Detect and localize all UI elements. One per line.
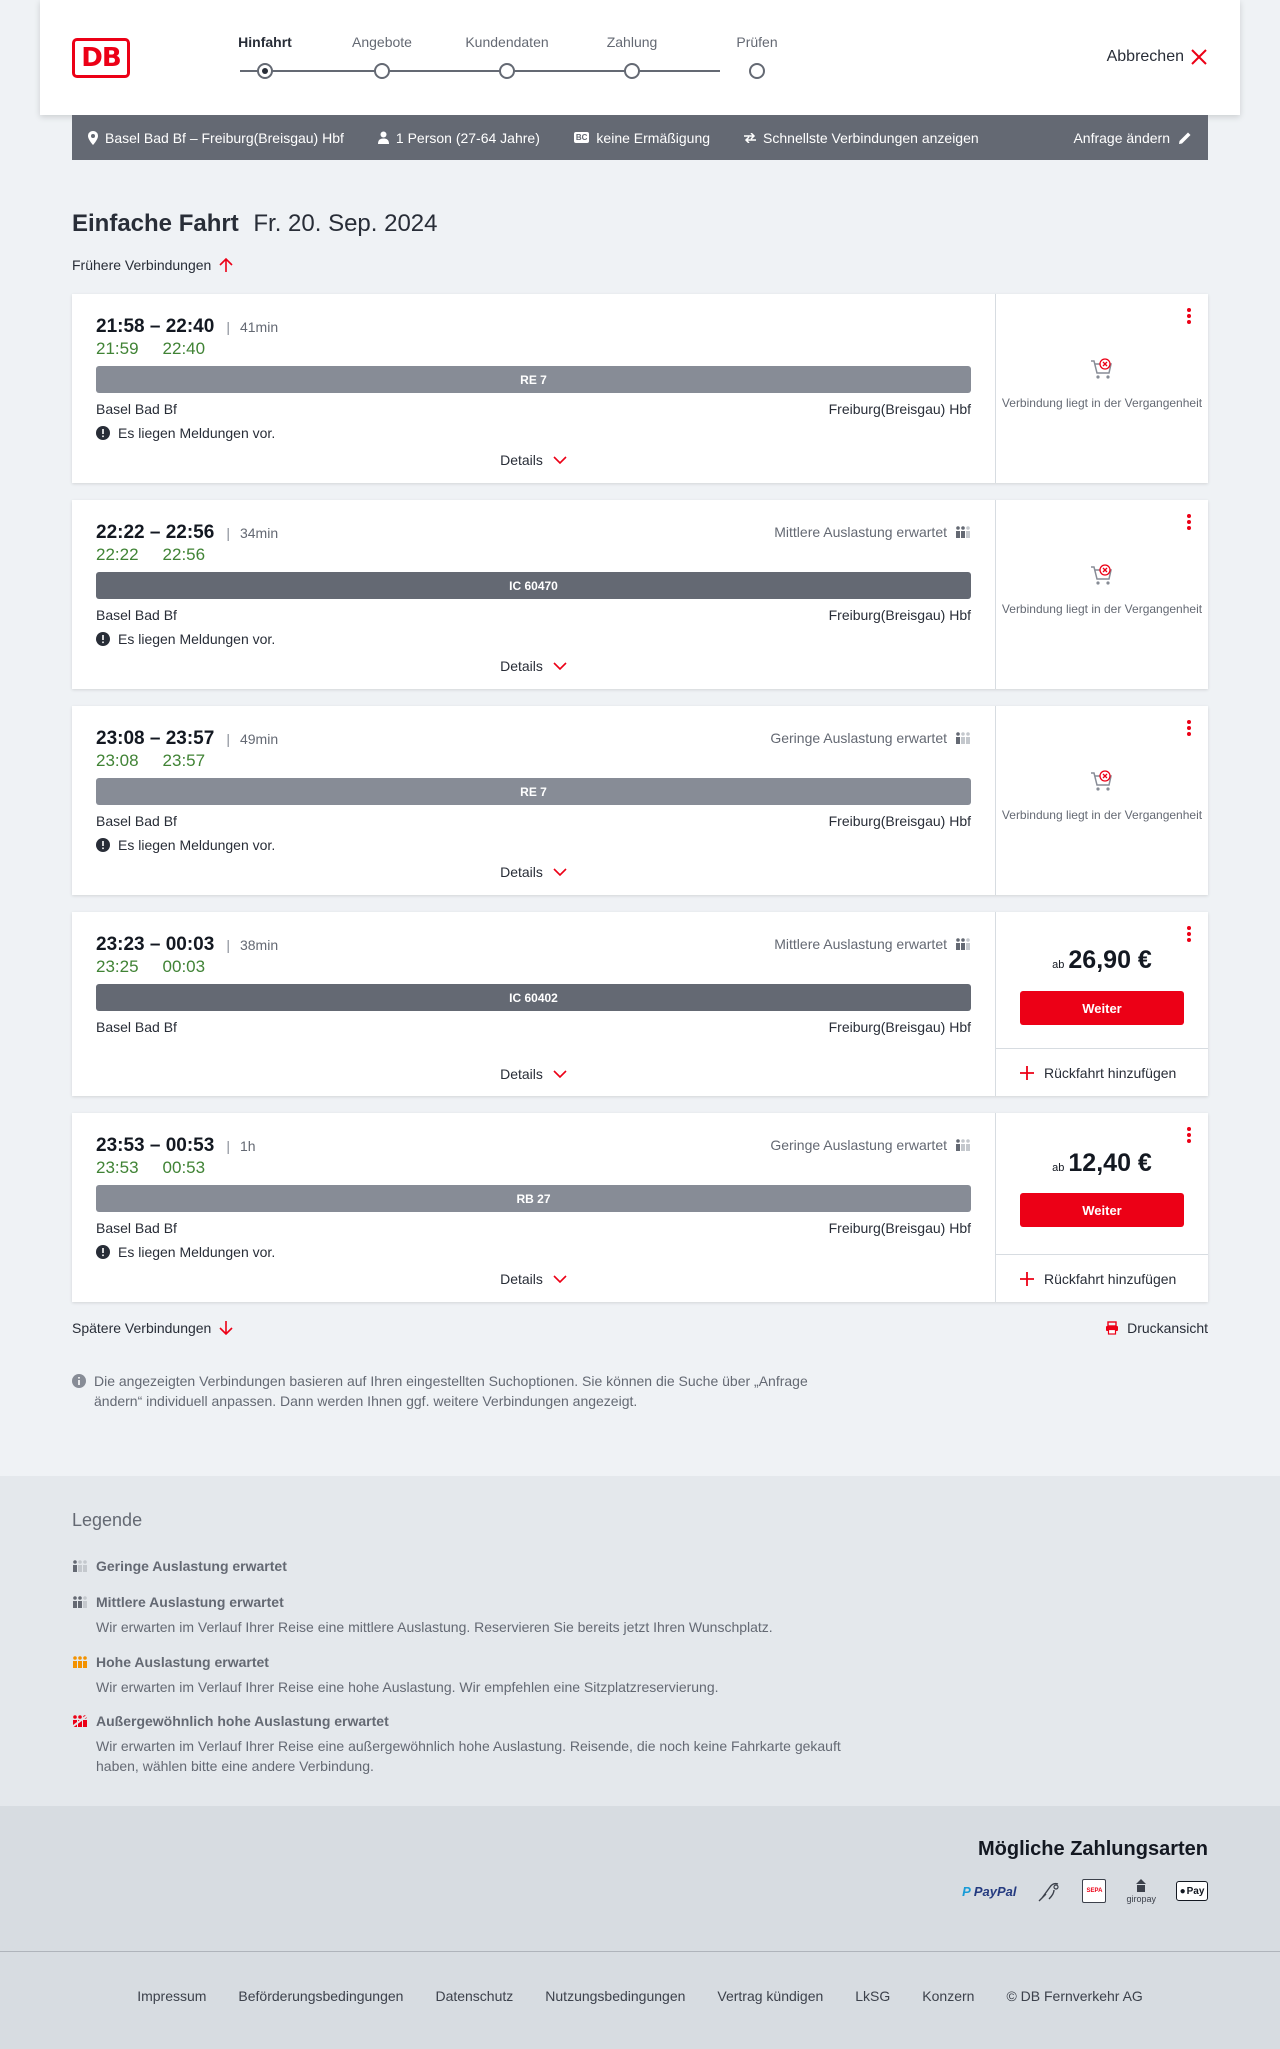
legend-item-title: Mittlere Auslastung erwartet [96,1594,284,1610]
notice-message[interactable] [96,1244,275,1260]
sepa-label: SEPA [1086,1888,1103,1894]
destination-station: Freiburg(Breisgau) Hbf [828,401,971,417]
notice-text: Es liegen Meldungen vor. [118,631,276,647]
chevron-down-icon [553,1070,567,1078]
past-connection-notice [996,768,1208,823]
footer-link-lksg[interactable]: LkSG [855,1988,891,2004]
step-dot [499,63,515,79]
footer [0,1951,1280,2049]
edit-request-label: Anfrage ändern [1073,129,1170,146]
cancel-label: Abbrechen [1106,48,1184,65]
realtime-arrival: 22:40 [162,339,206,358]
discount-text: keine Ermäßigung [596,129,711,146]
fastest-connections-option [744,130,979,146]
separator: | [226,731,230,747]
footer-nav [0,1988,1280,2004]
connection-main [72,912,995,1096]
occupancy-exceptional-icon [72,1715,88,1727]
occupancy-text: Geringe Auslastung erwartet [770,730,947,746]
legend-item-high [72,1654,872,1697]
occupancy-text: Geringe Auslastung erwartet [770,1137,947,1153]
connection-card [72,500,1208,689]
connection-main [72,706,995,895]
step-pruefen [702,34,812,54]
more-options-icon[interactable] [1186,926,1192,942]
continue-button[interactable]: Weiter [1020,991,1184,1025]
db-logo[interactable]: DB [72,38,130,78]
step-zahlung [577,34,687,54]
legend-item-title: Geringe Auslastung erwartet [96,1558,287,1574]
route-summary [88,130,344,146]
connection-main [72,294,995,483]
occupancy-indicator [770,730,971,746]
add-return-label: Rückfahrt hinzufügen [1044,1270,1177,1287]
occupancy-medium-icon [955,526,971,538]
details-label: Details [500,1066,543,1082]
price [996,946,1208,975]
step-label: Hinfahrt [238,34,292,50]
direct-debit-icon [1036,1878,1062,1904]
schedule-times [96,1135,256,1157]
footer-link-vertrag-kuendigen[interactable]: Vertrag kündigen [717,1988,824,2004]
fastest-text: Schnellste Verbindungen anzeigen [763,129,979,146]
location-pin-icon [88,131,98,145]
occupancy-medium-icon [955,938,971,950]
realtime-departure: 22:22 [96,545,139,564]
footer-link-datenschutz[interactable]: Datenschutz [435,1988,514,2004]
separator: | [226,319,230,335]
train-segment-bar[interactable]: IC 60470 [96,572,971,599]
duration: 41min [239,319,279,335]
occupancy-medium-icon [72,1596,88,1608]
alert-icon [96,838,110,852]
planned-times: 21:58 – 22:40 [96,316,215,337]
occupancy-low-icon [955,1139,971,1151]
continue-button[interactable]: Weiter [1020,1193,1184,1227]
details-toggle[interactable] [72,452,995,468]
separator: | [226,525,230,541]
duration: 34min [239,525,279,541]
cart-unavailable-icon [1089,768,1115,794]
bahncard-icon: BC [575,133,588,142]
footer-link-impressum[interactable]: Impressum [137,1988,207,2004]
progress-stepper [210,34,778,84]
footer-link-befoerderungsbedingungen[interactable]: Beförderungsbedingungen [238,1988,404,2004]
realtime-times [96,751,205,771]
planned-times: 23:53 – 00:53 [96,1135,215,1156]
past-connection-notice [996,356,1208,411]
price-value: 26,90 € [1068,946,1152,974]
destination-station: Freiburg(Breisgau) Hbf [828,1220,971,1236]
realtime-times [96,545,205,565]
notice-text: Es liegen Meldungen vor. [118,425,276,441]
connection-card [72,294,1208,483]
planned-times: 23:23 – 00:03 [96,934,215,955]
earlier-connections-label: Frühere Verbindungen [72,257,212,273]
offer-panel [995,912,1208,1096]
apple-pay-icon: ● Pay [1176,1881,1208,1901]
connection-main [72,500,995,689]
print-view-link[interactable] [1105,1320,1208,1336]
add-return-label: Rückfahrt hinzufügen [1044,1064,1177,1081]
search-summary-bar [72,115,1208,160]
realtime-times [96,957,205,977]
step-angebote [327,34,437,54]
destination-station: Freiburg(Breisgau) Hbf [828,607,971,623]
realtime-arrival: 22:56 [162,545,206,564]
cancel-button[interactable] [1107,48,1208,66]
destination-station: Freiburg(Breisgau) Hbf [828,813,971,829]
step-kundendaten [452,34,562,54]
add-return-trip-button[interactable] [996,1254,1208,1302]
alert-icon [96,632,110,646]
details-toggle[interactable] [72,658,995,674]
origin-station: Basel Bad Bf [96,607,177,623]
add-return-trip-button[interactable] [996,1048,1208,1096]
occupancy-low-icon [955,732,971,744]
details-label: Details [500,864,543,880]
notice-message[interactable] [96,425,275,441]
offer-panel [995,294,1208,483]
info-text: Die angezeigten Verbindungen basieren auf Ihren eingestellten Suchoptionen. Sie können die Suche über „Anfrage ändern“ individuell anpassen. Dann werden Ihnen ggf. weitere Verbindungen angezeigt. [94,1373,808,1409]
legend-item-low [72,1558,872,1574]
step-label: Zahlung [606,34,658,50]
realtime-times [96,339,205,359]
later-connections-link[interactable] [72,1320,233,1336]
earlier-connections-link[interactable] [72,257,233,273]
occupancy-low-icon [72,1560,88,1572]
arrow-up-icon [219,257,233,273]
legend-item-desc: Wir erwarten im Verlauf Ihrer Reise eine außergewöhnlich hohe Auslastung. Reisende, die noch keine Fahrkarte gekauft haben, wählen bitte eine andere Verbindung. [96,1738,841,1774]
step-label: Angebote [352,34,412,50]
past-connection-text: Verbindung liegt in der Vergangenheit [1001,602,1203,616]
legend-item-desc: Wir erwarten im Verlauf Ihrer Reise eine hohe Auslastung. Wir empfehlen eine Sitzplatzreservierung. [96,1679,719,1695]
details-label: Details [500,452,543,468]
apple-pay-label: Pay [1186,1885,1205,1897]
more-options-icon[interactable] [1186,720,1192,736]
payment-method-list [962,1878,1208,1904]
details-label: Details [500,1271,543,1287]
occupancy-text: Mittlere Auslastung erwartet [774,936,947,952]
schedule-times [96,522,278,544]
origin-station: Basel Bad Bf [96,1019,177,1035]
stepper-line [240,70,720,72]
train-segment-bar[interactable]: RE 7 [96,778,971,805]
paypal-label: PayPal [973,1883,1017,1899]
chevron-down-icon [553,1275,567,1283]
occupancy-indicator [774,936,971,952]
giropay-icon [1126,1878,1156,1904]
planned-times: 23:08 – 23:57 [96,728,215,749]
realtime-departure: 21:59 [96,339,139,358]
details-label: Details [500,658,543,674]
step-hinfahrt [210,34,320,54]
legend-item-exceptional [72,1713,872,1776]
realtime-arrival: 00:53 [162,1158,206,1177]
more-options-icon[interactable] [1186,308,1192,324]
notice-text: Es liegen Meldungen vor. [118,837,276,853]
step-dot [374,63,390,79]
arrow-down-icon [219,1320,233,1336]
realtime-departure: 23:25 [96,957,139,976]
separator: | [226,1138,230,1154]
price [996,1149,1208,1178]
legend-item-title: Hohe Auslastung erwartet [96,1654,269,1670]
duration: 38min [239,937,279,953]
legend-section [0,1476,1280,1806]
step-label: Kundendaten [465,34,549,50]
page-title [72,210,438,238]
payment-methods-title: Mögliche Zahlungsarten [977,1838,1208,1860]
alert-icon [96,426,110,440]
printer-icon [1105,1321,1119,1335]
header [40,0,1240,115]
legend-item-medium [72,1594,872,1637]
legend-item-desc: Wir erwarten im Verlauf Ihrer Reise eine mittlere Auslastung. Reservieren Sie bereits jetzt Ihren Wunschplatz. [96,1619,773,1635]
more-options-icon[interactable] [1186,1127,1192,1143]
connection-card [72,1113,1208,1302]
price-value: 12,40 € [1068,1149,1152,1177]
pencil-icon [1178,131,1192,145]
realtime-arrival: 00:03 [162,957,206,976]
cart-unavailable-icon [1089,562,1115,588]
info-icon [72,1374,86,1388]
payment-methods-section [0,1806,1280,1951]
plus-icon [1020,1066,1034,1080]
connection-card [72,912,1208,1096]
offer-panel [995,1113,1208,1302]
price-prefix: ab [1052,959,1065,971]
details-toggle[interactable] [72,1271,995,1287]
train-segment-bar[interactable]: RB 27 [96,1185,971,1212]
schedule-times [96,316,278,338]
more-options-icon[interactable] [1186,514,1192,530]
sepa-icon [1082,1879,1106,1903]
train-segment-bar[interactable]: IC 60402 [96,984,971,1011]
passenger-summary [378,130,540,146]
legend-item-title: Außergewöhnlich hohe Auslastung erwartet [96,1713,389,1729]
origin-station: Basel Bad Bf [96,401,177,417]
notice-text: Es liegen Meldungen vor. [118,1244,276,1260]
origin-station: Basel Bad Bf [96,813,177,829]
realtime-departure: 23:08 [96,751,139,770]
paypal-icon: P PayPal [962,1883,1017,1899]
close-icon [1190,48,1208,66]
separator: | [226,937,230,953]
chevron-down-icon [553,662,567,670]
offer-panel [995,706,1208,895]
occupancy-indicator [774,524,971,540]
duration: 49min [239,731,279,747]
details-toggle[interactable] [72,864,995,880]
trip-date: Fr. 20. Sep. 2024 [253,210,438,237]
chevron-down-icon [553,868,567,876]
connection-card [72,706,1208,895]
planned-times: 22:22 – 22:56 [96,522,215,543]
details-toggle[interactable] [72,1066,995,1082]
discount-summary [574,130,710,146]
realtime-times [96,1158,205,1178]
duration: 1h [239,1138,256,1154]
cart-unavailable-icon [1089,356,1115,382]
occupancy-high-icon [72,1656,88,1668]
trip-type: Einfache Fahrt [72,210,239,237]
step-dot [624,63,640,79]
price-prefix: ab [1052,1162,1065,1174]
schedule-times [96,934,278,956]
past-connection-text: Verbindung liegt in der Vergangenheit [1001,808,1203,822]
notice-message[interactable] [96,631,275,647]
step-label: Prüfen [736,34,778,50]
alert-icon [96,1245,110,1259]
occupancy-indicator [770,1137,971,1153]
realtime-departure: 23:53 [96,1158,139,1177]
realtime-arrival: 23:57 [162,751,206,770]
train-segment-bar[interactable]: RE 7 [96,366,971,393]
chevron-down-icon [553,456,567,464]
past-connection-text: Verbindung liegt in der Vergangenheit [1001,396,1203,410]
person-icon [378,131,389,144]
origin-station: Basel Bad Bf [96,1220,177,1236]
step-dot [749,63,765,79]
legend-title: Legende [72,1510,143,1530]
offer-panel [995,500,1208,689]
footer-link-konzern[interactable]: Konzern [922,1988,975,2004]
notice-message[interactable] [96,837,275,853]
occupancy-text: Mittlere Auslastung erwartet [774,524,947,540]
search-info-note [72,1371,852,1411]
plus-icon [1020,1272,1034,1286]
past-connection-notice [996,562,1208,617]
schedule-times [96,728,278,750]
later-connections-label: Spätere Verbindungen [72,1320,212,1336]
step-dot [257,63,273,79]
footer-link-nutzungsbedingungen[interactable]: Nutzungsbedingungen [545,1988,686,2004]
print-view-label: Druckansicht [1127,1320,1208,1336]
route-text: Basel Bad Bf – Freiburg(Breisgau) Hbf [105,129,344,146]
swap-arrows-icon [744,133,756,143]
giropay-label: giropay [1126,1894,1156,1904]
footer-copyright: © DB Fernverkehr AG [1006,1988,1143,2004]
passenger-text: 1 Person (27-64 Jahre) [395,129,540,146]
connection-main [72,1113,995,1302]
destination-station: Freiburg(Breisgau) Hbf [828,1019,971,1035]
edit-request-button[interactable] [1073,130,1192,146]
